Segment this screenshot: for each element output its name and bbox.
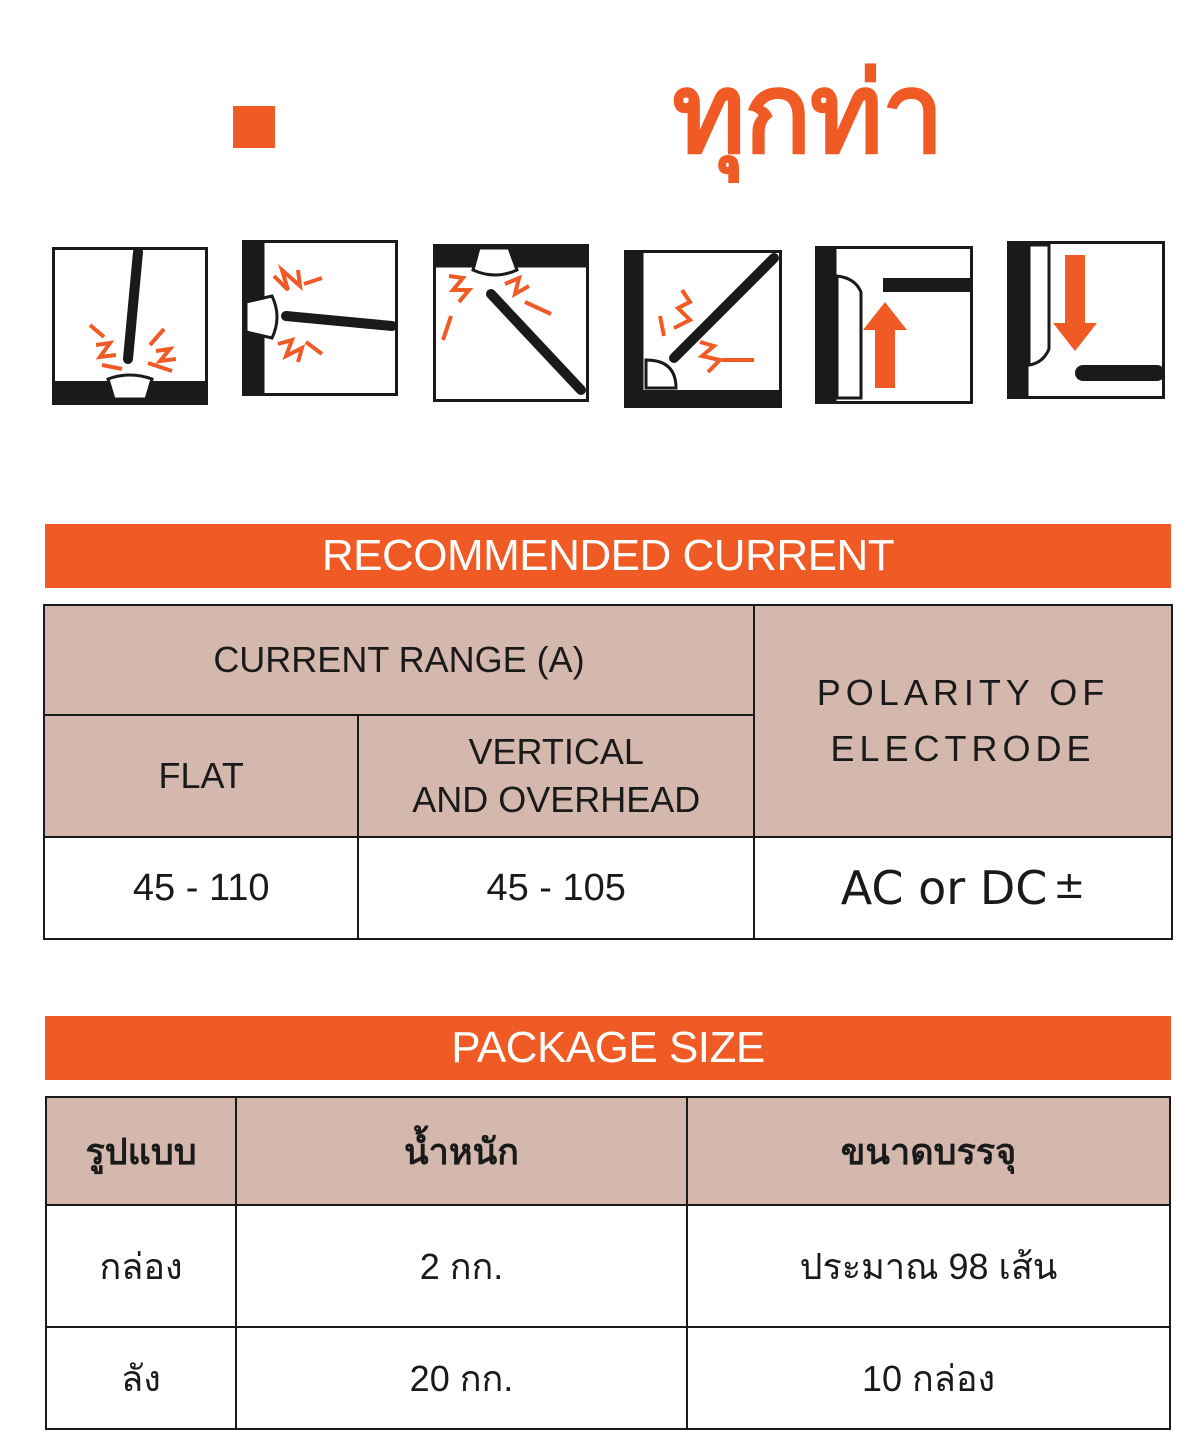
vertical-fillet-position-icon (624, 250, 782, 408)
recommended-current-banner: RECOMMENDED CURRENT (45, 524, 1171, 588)
flat-position-icon (52, 247, 208, 405)
table-row (46, 1205, 1170, 1327)
vertical-value: 45 - 105 (358, 837, 754, 939)
cell-weight: 2 กก. (236, 1205, 687, 1327)
cell-quantity: ประมาณ 98 เส้น (687, 1205, 1170, 1327)
package-size-table (45, 1096, 1171, 1430)
accent-square (233, 106, 275, 148)
flat-header: FLAT (44, 715, 358, 837)
vertical-header-line2: AND OVERHEAD (412, 779, 701, 820)
horizontal-position-icon (242, 240, 398, 396)
polarity-header-line1: POLARITY OF (816, 672, 1110, 713)
table-row (46, 1327, 1170, 1429)
polarity-header-line2: ELECTRODE (830, 728, 1096, 769)
vertical-down-position-icon (1007, 241, 1165, 399)
vertical-up-position-icon (815, 246, 973, 404)
vertical-header-line1: VERTICAL (468, 731, 644, 772)
cell-type: ลัง (46, 1327, 236, 1429)
column-header-quantity: ขนาดบรรจุ (687, 1097, 1170, 1205)
polarity-header (754, 605, 1172, 837)
polarity-value: AC or DC (840, 861, 1048, 915)
current-range-header: CURRENT RANGE (A) (44, 605, 754, 715)
overhead-position-icon (433, 244, 589, 402)
column-header-type: รูปแบบ (46, 1097, 236, 1205)
cell-quantity: 10 กล่อง (687, 1327, 1170, 1429)
cell-type: กล่อง (46, 1205, 236, 1327)
cell-weight: 20 กก. (236, 1327, 687, 1429)
polarity-value-cell (754, 837, 1172, 939)
recommended-current-table (43, 604, 1173, 940)
column-header-weight: น้ำหนัก (236, 1097, 687, 1205)
package-size-banner: PACKAGE SIZE (45, 1016, 1171, 1080)
plus-minus-symbol: ± (1053, 863, 1086, 907)
flat-value: 45 - 110 (44, 837, 358, 939)
page-title: ทุกท่า (672, 49, 943, 179)
vertical-header (358, 715, 754, 837)
